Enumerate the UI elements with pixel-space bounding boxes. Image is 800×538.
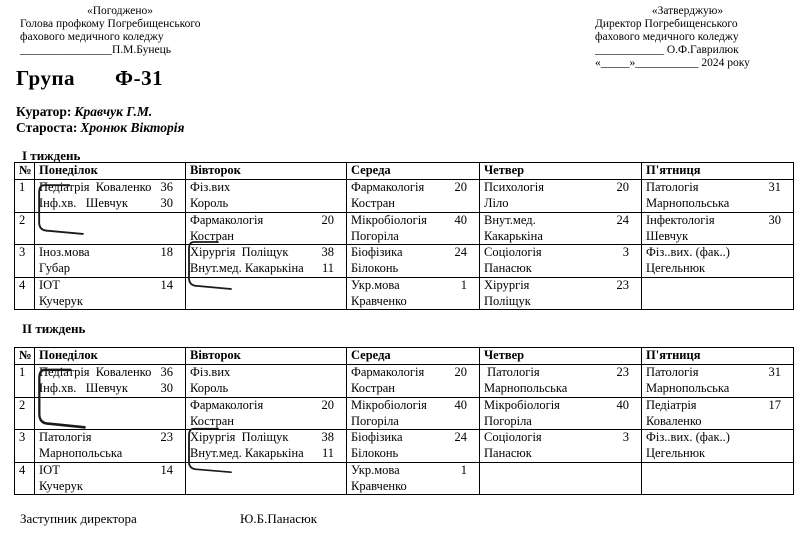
table-row: [15, 245, 794, 278]
table-row: [15, 463, 794, 495]
subject-teacher-text: Біофізика: [351, 245, 403, 259]
column-header: Понеділок: [35, 163, 186, 180]
schedule-cell: [35, 463, 186, 495]
schedule-cell: [642, 463, 794, 495]
room-number: 20: [321, 213, 334, 227]
subject-teacher-text: Кравченко: [351, 293, 407, 308]
approval-block-right: [595, 5, 780, 70]
subject-teacher-text: Фіз..вих. (фак..): [646, 430, 730, 444]
room-number: 23: [616, 365, 629, 379]
footer: [20, 511, 318, 527]
room-number: [629, 381, 641, 397]
room-number: 24: [616, 213, 629, 227]
schedule-cell: [642, 430, 794, 463]
room-number: 3: [622, 430, 629, 444]
column-header: Середа: [347, 163, 480, 180]
approval-right-line: Директор Погребищенського: [595, 18, 738, 30]
subject-teacher-text: Погоріла: [351, 228, 399, 243]
subject-teacher-text: Шевчук: [646, 228, 689, 243]
room-number: [629, 294, 641, 310]
schedule-cell: [347, 213, 480, 245]
schedule-cell: [35, 365, 186, 398]
week1-schedule-table: [14, 162, 794, 310]
subject-teacher-text: ІОТ: [39, 463, 60, 477]
subject-teacher-text: Мікробіологія: [351, 213, 427, 227]
approval-right-line: фахового медичного коледжу: [595, 31, 739, 43]
subject-teacher-text: Педіатрія Коваленко: [39, 365, 152, 379]
row-number: 1: [15, 180, 35, 213]
subject-teacher-text: Костран: [190, 413, 234, 428]
subject-teacher-text: Ліло: [484, 195, 509, 210]
room-number: [173, 446, 185, 462]
subject-teacher-text: Фіз..вих. (фак..): [646, 245, 730, 259]
approval-left-line: Голова профкому Погребищенського: [20, 18, 201, 30]
subject-teacher-text: Марнопольська: [484, 380, 568, 395]
room-number: 14: [160, 278, 173, 292]
starosta-label: Староста:: [16, 120, 78, 135]
subject-teacher-text: Марнопольська: [646, 380, 730, 395]
subject-teacher-text: Марнопольська: [646, 195, 730, 210]
schedule-cell: [186, 180, 347, 213]
room-number: [173, 479, 185, 495]
approval-block-left: [20, 5, 220, 57]
subject-teacher-text: Хірургія Поліщук: [190, 245, 289, 259]
row-number: 3: [15, 245, 35, 278]
schedule-cell: [186, 398, 347, 430]
room-number: 40: [454, 213, 467, 227]
subject-teacher-text: Костран: [190, 228, 234, 243]
room-number: [781, 430, 793, 446]
subject-teacher-text: Білоконь: [351, 260, 399, 275]
table-row: [15, 365, 794, 398]
schedule-cell: [35, 278, 186, 310]
subject-teacher-text: Коваленко: [646, 413, 702, 428]
room-number: [781, 446, 793, 462]
subject-teacher-text: Педіатрія Коваленко: [39, 180, 152, 194]
room-number: [467, 196, 479, 212]
schedule-cell: [642, 180, 794, 213]
subject-teacher-text: Кравченко: [351, 478, 407, 493]
subject-teacher-text: Хірургія Поліщук: [190, 430, 289, 444]
room-number: 20: [454, 180, 467, 194]
schedule-cell: [642, 245, 794, 278]
schedule-cell: [642, 365, 794, 398]
column-header: Четвер: [480, 348, 642, 365]
schedule-cell: [35, 180, 186, 213]
header-row: [15, 163, 794, 180]
subject-teacher-text: Фармакологія: [351, 180, 425, 194]
room-number: 1: [460, 278, 467, 292]
room-number: 31: [768, 180, 781, 194]
subject-teacher-text: Патологія: [484, 365, 540, 379]
subject-teacher-text: Цегельнюк: [646, 445, 706, 460]
schedule-cell: [186, 278, 347, 310]
room-number: [629, 446, 641, 462]
subject-teacher-text: Внут.мед. Какарькіна: [190, 260, 304, 275]
schedule-cell: [186, 463, 347, 495]
week1-title: І тиждень: [22, 148, 81, 163]
room-number: 3: [622, 245, 629, 259]
subject-teacher-text: Костран: [351, 195, 395, 210]
subject-teacher-text: Марнопольська: [39, 445, 123, 460]
schedule-cell: [186, 213, 347, 245]
row-number: 2: [15, 398, 35, 430]
room-number: 40: [616, 398, 629, 412]
group-label: Група: [16, 66, 76, 90]
column-header: Вівторок: [186, 163, 347, 180]
room-number: 23: [160, 430, 173, 444]
room-number: [334, 414, 346, 430]
approval-right-title: «Затверджую»: [651, 5, 724, 17]
column-header: Середа: [347, 348, 480, 365]
week1-table-wrapper: [14, 162, 794, 310]
subject-teacher-text: Інф.хв. Шевчук: [39, 380, 128, 395]
room-number: 40: [454, 398, 467, 412]
curator-name: Кравчук Г.М.: [74, 104, 153, 119]
room-number: 20: [454, 365, 467, 379]
subject-teacher-text: Інф.хв. Шевчук: [39, 195, 128, 210]
subject-teacher-text: Фармакологія: [190, 398, 264, 412]
group-title: [16, 66, 163, 91]
subject-teacher-text: Внут.мед.: [484, 213, 536, 227]
schedule-cell: [480, 463, 642, 495]
column-header: №: [15, 163, 35, 180]
subject-teacher-text: Фіз.вих: [190, 180, 231, 194]
schedule-cell: [35, 245, 186, 278]
schedule-cell: [35, 398, 186, 430]
room-number: [467, 479, 479, 495]
subject-teacher-text: Костран: [351, 380, 395, 395]
room-number: 24: [454, 430, 467, 444]
room-number: [467, 381, 479, 397]
schedule-cell: [35, 430, 186, 463]
room-number: 30: [160, 195, 173, 210]
subject-teacher-text: Губар: [39, 260, 70, 275]
schedule-cell: [480, 278, 642, 310]
schedule-cell: [186, 365, 347, 398]
room-number: 38: [321, 245, 334, 259]
schedule-cell: [347, 245, 480, 278]
curator-label: Куратор:: [16, 104, 72, 119]
schedule-cell: [480, 430, 642, 463]
starosta-line: [16, 120, 184, 136]
room-number: 14: [160, 463, 173, 477]
deputy-director-label: Заступник директора: [20, 511, 137, 526]
room-number: [467, 229, 479, 245]
room-number: [629, 414, 641, 430]
table-row: [15, 278, 794, 310]
subject-teacher-text: Хірургія: [484, 278, 530, 292]
room-number: [781, 229, 793, 245]
room-number: 36: [160, 365, 173, 379]
schedule-cell: [480, 398, 642, 430]
deputy-director-name: Ю.Б.Панасюк: [240, 511, 318, 526]
group-value: Ф-31: [115, 66, 164, 90]
room-number: [173, 261, 185, 277]
subject-teacher-text: Кучерук: [39, 478, 83, 493]
row-number: 3: [15, 430, 35, 463]
table-row: [15, 430, 794, 463]
row-number: 2: [15, 213, 35, 245]
subject-teacher-text: Укр.мова: [351, 278, 400, 292]
room-number: [467, 294, 479, 310]
approval-left-signature: ________________П.М.Бунець: [20, 44, 172, 56]
room-number: 20: [321, 398, 334, 412]
subject-teacher-text: Іноз.мова: [39, 245, 90, 259]
week2-title: ІІ тиждень: [22, 321, 86, 336]
row-number: 1: [15, 365, 35, 398]
room-number: [629, 196, 641, 212]
subject-teacher-text: Король: [190, 380, 229, 395]
column-header: №: [15, 348, 35, 365]
subject-teacher-text: Патологія: [39, 430, 92, 444]
schedule-cell: [347, 278, 480, 310]
row-number: 4: [15, 278, 35, 310]
subject-teacher-text: Патологія: [646, 365, 699, 379]
room-number: 1: [460, 463, 467, 477]
room-number: [629, 261, 641, 277]
subject-teacher-text: ІОТ: [39, 278, 60, 292]
schedule-cell: [186, 245, 347, 278]
room-number: [334, 196, 346, 212]
room-number: 38: [321, 430, 334, 444]
room-number: 23: [616, 278, 629, 292]
room-number: [781, 414, 793, 430]
schedule-cell: [347, 180, 480, 213]
approval-right-date: «_____»___________ 2024 року: [595, 57, 750, 69]
column-header: Понеділок: [35, 348, 186, 365]
subject-teacher-text: Фіз.вих: [190, 365, 231, 379]
column-header: П'ятниця: [642, 163, 794, 180]
room-number: [467, 414, 479, 430]
row-number: 4: [15, 463, 35, 495]
subject-teacher-text: Поліщук: [484, 293, 531, 308]
approval-left-line: фахового медичного коледжу: [20, 31, 164, 43]
room-number: 11: [321, 260, 334, 275]
schedule-cell: [347, 365, 480, 398]
subject-teacher-text: Король: [190, 195, 229, 210]
subject-teacher-text: Мікробіологія: [484, 398, 560, 412]
column-header: Четвер: [480, 163, 642, 180]
table-row: [15, 180, 794, 213]
room-number: [781, 261, 793, 277]
subject-teacher-text: Цегельнюк: [646, 260, 706, 275]
subject-teacher-text: Какарькіна: [484, 228, 543, 243]
room-number: 36: [160, 180, 173, 194]
curator-line: [16, 104, 152, 120]
room-number: 30: [768, 213, 781, 227]
room-number: [334, 381, 346, 397]
room-number: [334, 229, 346, 245]
subject-teacher-text: Кучерук: [39, 293, 83, 308]
schedule-cell: [642, 398, 794, 430]
room-number: [781, 381, 793, 397]
starosta-name: Хронюк Вікторія: [80, 120, 185, 135]
room-number: [629, 229, 641, 245]
subject-teacher-text: Фармакологія: [190, 213, 264, 227]
header-row: [15, 348, 794, 365]
subject-teacher-text: Психологія: [484, 180, 544, 194]
approval-left-title: «Погоджено»: [86, 5, 154, 17]
room-number: 18: [160, 245, 173, 259]
schedule-cell: [480, 245, 642, 278]
room-number: 31: [768, 365, 781, 379]
schedule-cell: [347, 398, 480, 430]
subject-teacher-text: Внут.мед. Какарькіна: [190, 445, 304, 460]
room-number: 17: [768, 398, 781, 412]
schedule-cell: [35, 213, 186, 245]
room-number: 11: [321, 445, 334, 460]
approval-right-signature: ____________ О.Ф.Гаврилюк: [595, 44, 739, 56]
subject-teacher-text: Фармакологія: [351, 365, 425, 379]
schedule-cell: [480, 213, 642, 245]
room-number: 20: [616, 180, 629, 194]
subject-teacher-text: Панасюк: [484, 445, 532, 460]
week2-schedule-table: [14, 347, 794, 495]
schedule-cell: [186, 430, 347, 463]
schedule-cell: [480, 365, 642, 398]
column-header: Вівторок: [186, 348, 347, 365]
subject-teacher-text: Соціологія: [484, 430, 542, 444]
schedule-cell: [642, 213, 794, 245]
room-number: [334, 180, 346, 196]
subject-teacher-text: Мікробіологія: [351, 398, 427, 412]
column-header: П'ятниця: [642, 348, 794, 365]
room-number: [173, 294, 185, 310]
subject-teacher-text: Укр.мова: [351, 463, 400, 477]
room-number: [781, 196, 793, 212]
subject-teacher-text: Білоконь: [351, 445, 399, 460]
subject-teacher-text: Педіатрія: [646, 398, 697, 412]
room-number: [467, 261, 479, 277]
room-number: [334, 365, 346, 381]
table-row: [15, 398, 794, 430]
table-row: [15, 213, 794, 245]
subject-teacher-text: Патологія: [646, 180, 699, 194]
schedule-cell: [480, 180, 642, 213]
schedule-cell: [347, 463, 480, 495]
schedule-cell: [642, 278, 794, 310]
week2-table-wrapper: [14, 347, 794, 495]
subject-teacher-text: Соціологія: [484, 245, 542, 259]
room-number: 24: [454, 245, 467, 259]
subject-teacher-text: Інфектологія: [646, 213, 715, 227]
room-number: 30: [160, 380, 173, 395]
subject-teacher-text: Панасюк: [484, 260, 532, 275]
subject-teacher-text: Біофізика: [351, 430, 403, 444]
room-number: [781, 245, 793, 261]
subject-teacher-text: Погоріла: [351, 413, 399, 428]
subject-teacher-text: Погоріла: [484, 413, 532, 428]
room-number: [467, 446, 479, 462]
schedule-cell: [347, 430, 480, 463]
